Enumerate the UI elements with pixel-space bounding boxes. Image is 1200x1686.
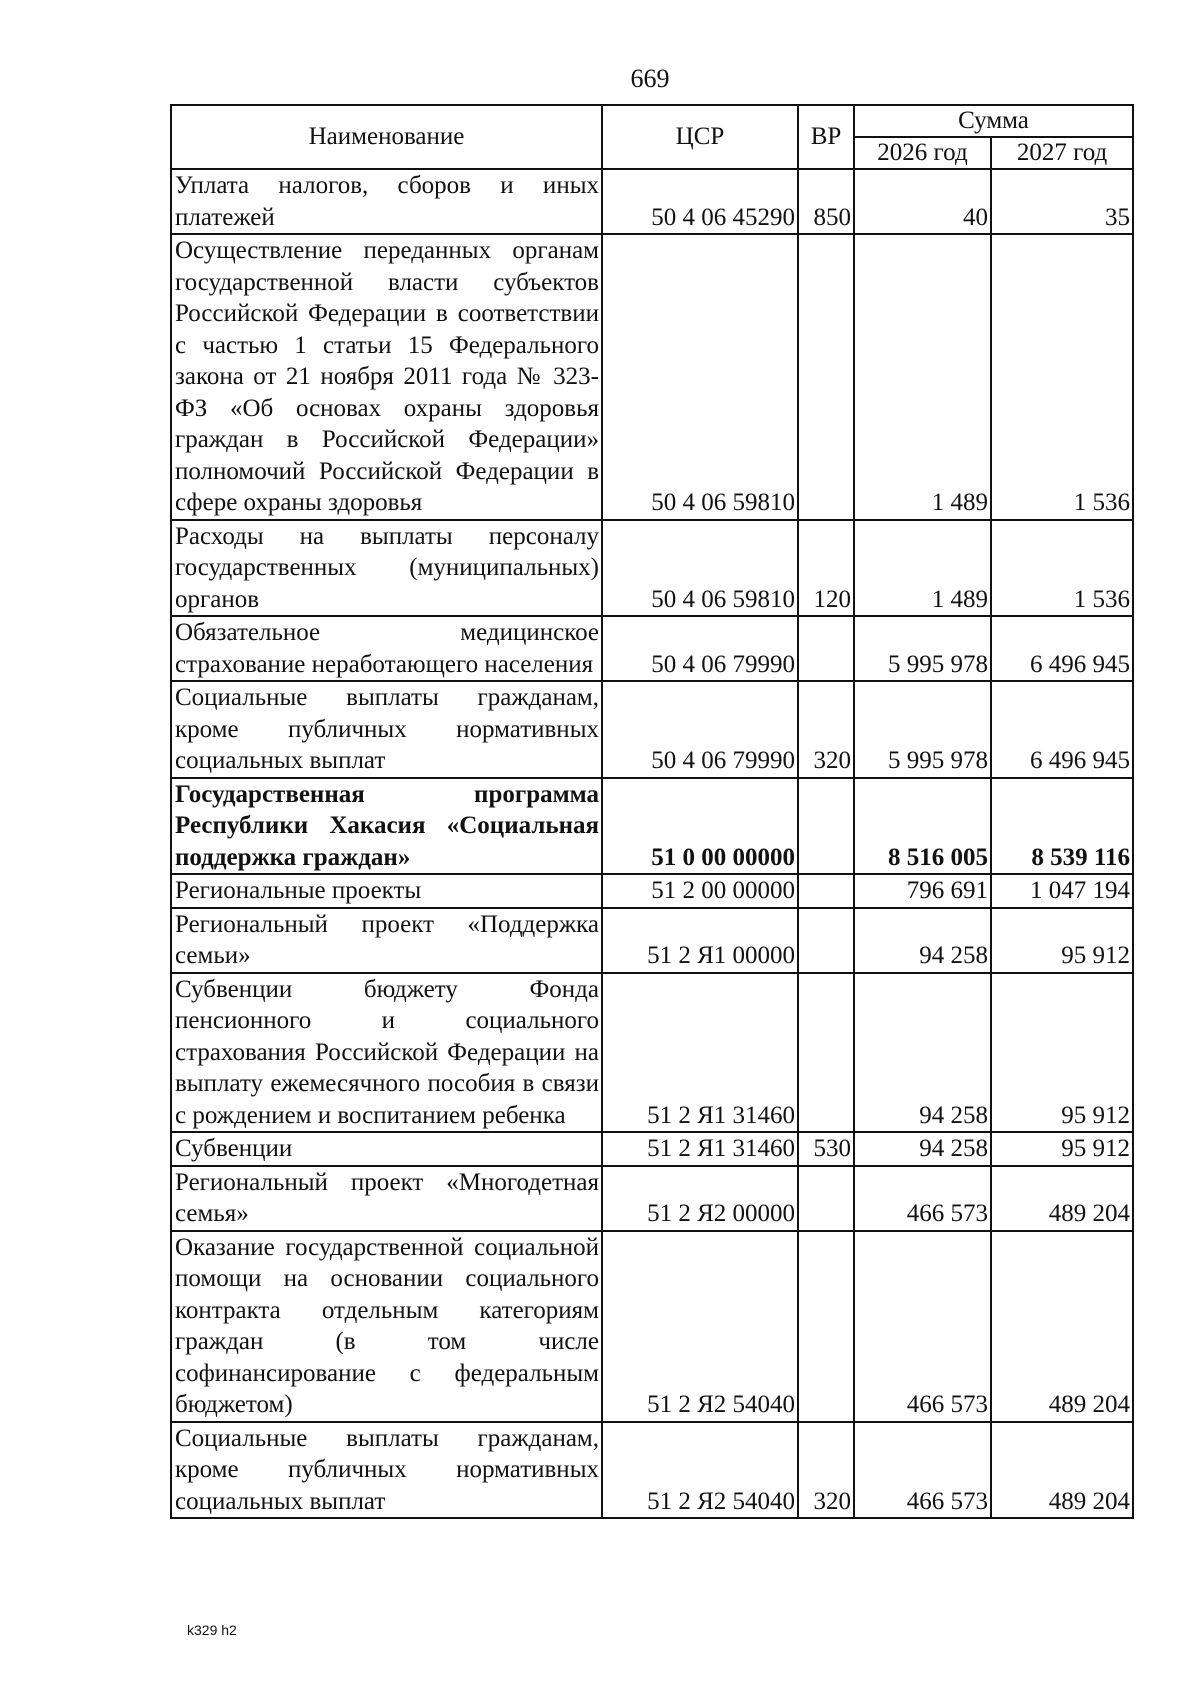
table-row <box>171 778 1133 875</box>
row-name: Государственная программа Республики Хакасия «Социальная поддержка граждан» <box>171 778 602 875</box>
row-vr: 850 <box>798 169 854 234</box>
row-amount-2026: 94 258 <box>854 908 991 973</box>
header-vr: ВР <box>798 105 854 169</box>
row-amount-2026: 40 <box>854 169 991 234</box>
row-vr <box>798 1231 854 1422</box>
row-amount-2027: 1 536 <box>991 520 1133 617</box>
row-amount-2026: 1 489 <box>854 520 991 617</box>
row-vr <box>798 234 854 520</box>
row-name: Субвенции бюджету Фонда пенсионного и социального страхования Российской Федерации на выплату ежемесячного пособия в связи с рождением и воспитанием ребенка <box>171 973 602 1133</box>
row-name: Уплата налогов, сборов и иных платежей <box>171 169 602 234</box>
row-amount-2027: 489 204 <box>991 1231 1133 1422</box>
table-row <box>171 1132 1133 1166</box>
budget-table <box>170 104 1134 1519</box>
row-csr: 51 2 Я2 54040 <box>602 1231 798 1422</box>
row-amount-2027: 95 912 <box>991 908 1133 973</box>
row-csr: 51 2 00 00000 <box>602 874 798 908</box>
row-amount-2027: 1 536 <box>991 234 1133 520</box>
row-amount-2026: 8 516 005 <box>854 778 991 875</box>
row-amount-2027: 1 047 194 <box>991 874 1133 908</box>
row-csr: 50 4 06 79990 <box>602 681 798 778</box>
row-csr: 51 2 Я2 54040 <box>602 1422 798 1519</box>
row-amount-2026: 466 573 <box>854 1422 991 1519</box>
row-csr: 50 4 06 59810 <box>602 520 798 617</box>
row-amount-2027: 95 912 <box>991 973 1133 1133</box>
row-vr <box>798 908 854 973</box>
row-amount-2027: 489 204 <box>991 1166 1133 1231</box>
header-name: Наименование <box>171 105 602 169</box>
row-vr <box>798 616 854 681</box>
row-amount-2026: 466 573 <box>854 1231 991 1422</box>
row-name: Оказание государственной социальной помощи на основании социального контракта отдельным категориям граждан (в том числе софинансирование с федеральным бюджетом) <box>171 1231 602 1422</box>
header-sum: Сумма <box>854 105 1133 137</box>
row-name: Субвенции <box>171 1132 602 1166</box>
row-csr: 50 4 06 79990 <box>602 616 798 681</box>
row-vr: 530 <box>798 1132 854 1166</box>
row-csr: 50 4 06 45290 <box>602 169 798 234</box>
row-amount-2027: 95 912 <box>991 1132 1133 1166</box>
row-vr: 120 <box>798 520 854 617</box>
row-csr: 50 4 06 59810 <box>602 234 798 520</box>
row-vr <box>798 1166 854 1231</box>
table-row <box>171 1231 1133 1422</box>
row-amount-2026: 796 691 <box>854 874 991 908</box>
page-number: 669 <box>630 64 670 93</box>
row-name: Расходы на выплаты персоналу государственных (муниципальных) органов <box>171 520 602 617</box>
row-csr: 51 2 Я1 31460 <box>602 1132 798 1166</box>
row-vr: 320 <box>798 681 854 778</box>
table-row <box>171 1166 1133 1231</box>
row-amount-2026: 5 995 978 <box>854 681 991 778</box>
row-amount-2026: 5 995 978 <box>854 616 991 681</box>
row-vr: 320 <box>798 1422 854 1519</box>
row-csr: 51 2 Я2 00000 <box>602 1166 798 1231</box>
row-amount-2026: 94 258 <box>854 1132 991 1166</box>
row-vr <box>798 874 854 908</box>
row-amount-2027: 489 204 <box>991 1422 1133 1519</box>
row-amount-2027: 8 539 116 <box>991 778 1133 875</box>
row-name: Региональные проекты <box>171 874 602 908</box>
table-row <box>171 874 1133 908</box>
table-row <box>171 681 1133 778</box>
header-2026: 2026 год <box>854 137 991 169</box>
row-csr: 51 2 Я1 31460 <box>602 973 798 1133</box>
row-csr: 51 2 Я1 00000 <box>602 908 798 973</box>
row-amount-2026: 94 258 <box>854 973 991 1133</box>
row-name: Обязательное медицинское страхование неработающего населения <box>171 616 602 681</box>
header-2027: 2027 год <box>991 137 1133 169</box>
header-row-1 <box>171 105 1133 137</box>
table-row <box>171 973 1133 1133</box>
row-vr <box>798 778 854 875</box>
row-amount-2027: 35 <box>991 169 1133 234</box>
table-row <box>171 1422 1133 1519</box>
table-row <box>171 616 1133 681</box>
row-amount-2027: 6 496 945 <box>991 616 1133 681</box>
table-row <box>171 234 1133 520</box>
table-row <box>171 908 1133 973</box>
footer-code: k329 h2 <box>187 1622 237 1638</box>
row-name: Осуществление переданных органам государственной власти субъектов Российской Федерации в соответствии с частью 1 статьи 15 Федерального закона от 21 ноября 2011 года № 323-ФЗ «Об основах охраны здоровья граждан в Российской Федерации» полномочий Российской Федерации в сфере охраны здоровья <box>171 234 602 520</box>
row-name: Социальные выплаты гражданам, кроме публичных нормативных социальных выплат <box>171 681 602 778</box>
row-csr: 51 0 00 00000 <box>602 778 798 875</box>
row-vr <box>798 973 854 1133</box>
table-row <box>171 520 1133 617</box>
row-name: Региональный проект «Многодетная семья» <box>171 1166 602 1231</box>
table-row <box>171 169 1133 234</box>
row-amount-2027: 6 496 945 <box>991 681 1133 778</box>
row-name: Социальные выплаты гражданам, кроме публичных нормативных социальных выплат <box>171 1422 602 1519</box>
row-amount-2026: 1 489 <box>854 234 991 520</box>
header-csr: ЦСР <box>602 105 798 169</box>
row-name: Региональный проект «Поддержка семьи» <box>171 908 602 973</box>
table-body <box>171 169 1133 1518</box>
row-amount-2026: 466 573 <box>854 1166 991 1231</box>
